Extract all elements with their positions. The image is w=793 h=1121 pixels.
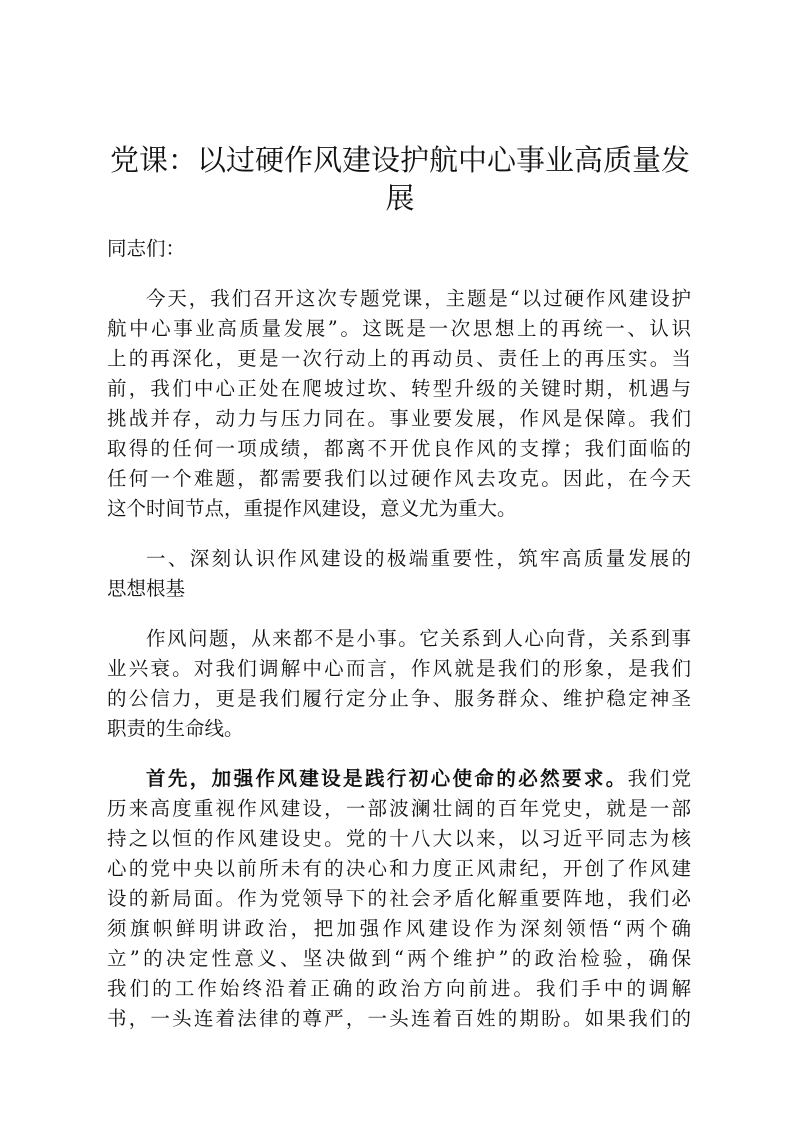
paragraph-3-first-line: [146, 764, 691, 794]
paragraph-3-line: 心的党中央以前所未有的决心和力度正风肃纪，开创了作风建: [107, 857, 691, 880]
paragraph-2-line: 业兴衰。对我们调解中心而言，作风就是我们的形象，是我们: [107, 657, 691, 680]
paragraph-1-line: 航中心事业高质量发展”。这既是一次思想上的再统一、认识: [107, 317, 691, 340]
paragraph-3-line: 设的新局面。作为党领导下的社会矛盾化解重要阵地，我们必: [107, 887, 691, 910]
paragraph-1-line: 上的再深化，更是一次行动上的再动员、责任上的再压实。当: [107, 347, 691, 370]
paragraph-3-line: 书，一头连着法律的尊严，一头连着百姓的期盼。如果我们的: [107, 1007, 691, 1030]
paragraph-3-lead-bold: 首先，加强作风建设是践行初心使命的必然要求。: [146, 767, 628, 790]
paragraph-3-line: 历来高度重视作风建设，一部波澜壮阔的百年党史，就是一部: [107, 797, 691, 820]
paragraph-3-line: 须旗帜鲜明讲政治，把加强作风建设作为深刻领悟“两个确: [107, 917, 691, 940]
paragraph-3-line: 立”的决定性意义、坚决做到“两个维护”的政治检验，确保: [107, 947, 691, 970]
paragraph-1-line: 这个时间节点，重提作风建设，意义尤为重大。: [107, 497, 517, 520]
paragraph-3-line: 持之以恒的作风建设史。党的十八大以来，以习近平同志为核: [107, 827, 691, 850]
salutation: 同志们：: [107, 237, 186, 260]
paragraph-1-line: 取得的任何一项成绩，都离不开优良作风的支撑；我们面临的: [107, 437, 691, 460]
paragraph-3-line: 我们的工作始终沿着正确的政治方向前进。我们手中的调解: [107, 977, 691, 1000]
paragraph-1-line: 任何一个难题，都需要我们以过硬作风去攻克。因此，在今天: [107, 467, 691, 490]
paragraph-2-line: 的公信力，更是我们履行定分止争、服务群众、维护稳定神圣: [107, 687, 691, 710]
section-heading-1-line: 思想根基: [107, 577, 186, 600]
paragraph-2-line: 作风问题，从来都不是小事。它关系到人心向背，关系到事: [146, 627, 691, 650]
document-title-line-2: 展: [385, 181, 415, 215]
paragraph-1-line: 今天，我们召开这次专题党课，主题是“以过硬作风建设护: [146, 287, 691, 310]
paragraph-1-line: 前，我们中心正处在爬坡过坎、转型升级的关键时期，机遇与: [107, 377, 691, 400]
section-heading-1-line: 一、深刻认识作风建设的极端重要性，筑牢高质量发展的: [146, 547, 691, 570]
document-title-line-1: 党课：以过硬作风建设护航中心事业高质量发: [109, 143, 690, 177]
paragraph-2-line: 职责的生命线。: [107, 717, 244, 740]
paragraph-3-lead-rest: 我们党: [627, 767, 691, 790]
paragraph-1-line: 挑战并存，动力与压力同在。事业要发展，作风是保障。我们: [107, 407, 691, 430]
